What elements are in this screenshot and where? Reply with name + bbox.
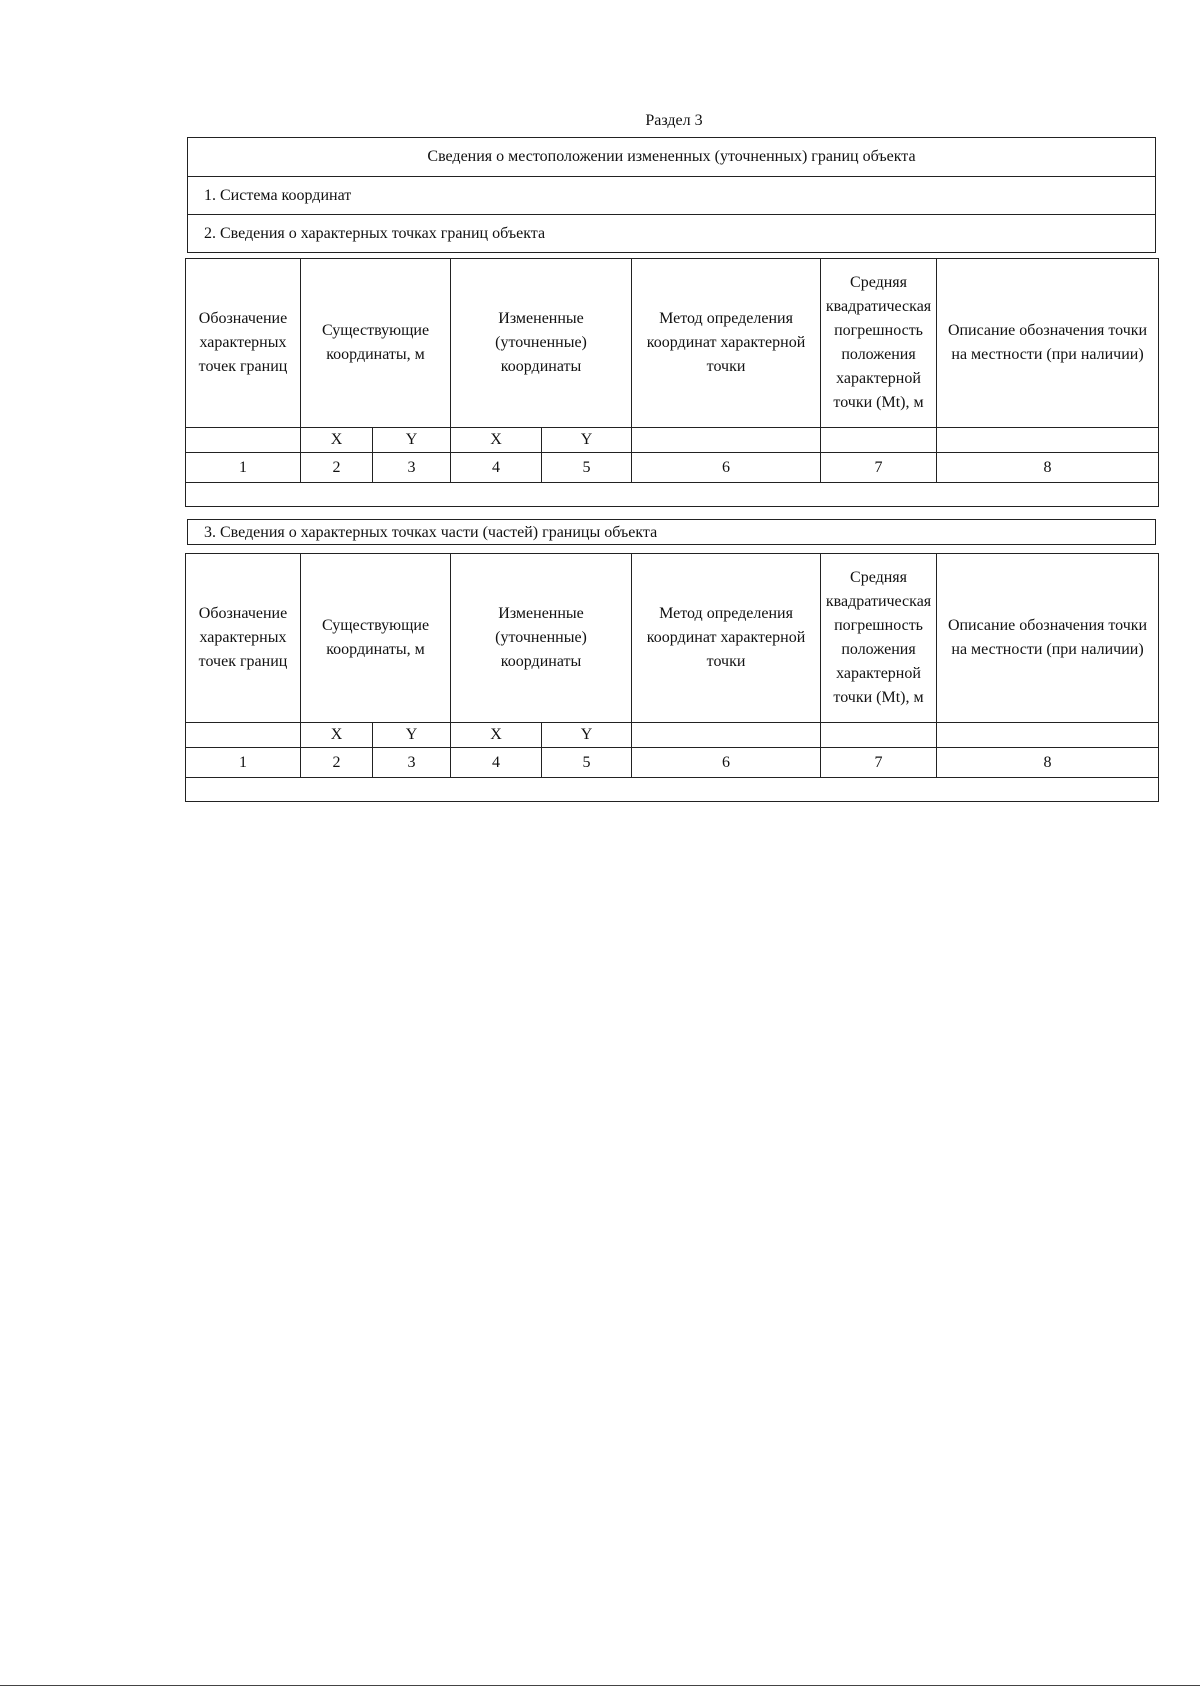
column-number: 4 <box>451 453 542 483</box>
column-number: 5 <box>542 453 632 483</box>
column-number: 6 <box>632 748 821 778</box>
column-header-changed-coordinates: Измененные (уточненные) координаты <box>451 259 632 428</box>
table-cell <box>937 723 1159 748</box>
subheader-x: X <box>451 428 542 453</box>
table-cell <box>632 723 821 748</box>
subheader-x: X <box>301 428 373 453</box>
table-subheader-row <box>186 723 1159 748</box>
column-header-point-designation: Обозначение характерных точек границ <box>186 554 301 723</box>
page-bottom-rule <box>0 1685 1200 1686</box>
column-header-point-description: Описание обозначения точки на местности (при наличии) <box>937 554 1159 723</box>
column-number: 2 <box>301 748 373 778</box>
column-number: 5 <box>542 748 632 778</box>
column-number: 8 <box>937 748 1159 778</box>
empty-cell <box>186 483 1159 507</box>
column-number: 7 <box>821 453 937 483</box>
table-cell <box>186 723 301 748</box>
subheader-y: Y <box>373 428 451 453</box>
column-number-row <box>186 453 1159 483</box>
column-number: 8 <box>937 453 1159 483</box>
column-header-method: Метод определения координат характерной точки <box>632 259 821 428</box>
coordinate-system-row: 1. Система координат <box>188 176 1155 214</box>
subheader-x: X <box>451 723 542 748</box>
column-header-mean-square-error: Средняя квадратическая погрешность положения характерной точки (Mt), м <box>821 259 937 428</box>
column-header-mean-square-error: Средняя квадратическая погрешность положения характерной точки (Mt), м <box>821 554 937 723</box>
column-number: 4 <box>451 748 542 778</box>
column-header-changed-coordinates: Измененные (уточненные) координаты <box>451 554 632 723</box>
table-header-row <box>186 259 1159 428</box>
column-header-existing-coordinates: Существующие координаты, м <box>301 554 451 723</box>
boundary-points-row: 2. Сведения о характерных точках границ объекта <box>188 214 1155 252</box>
column-header-point-designation: Обозначение характерных точек границ <box>186 259 301 428</box>
boundary-info-title: Сведения о местоположении измененных (уточненных) границ объекта <box>427 148 916 165</box>
subheader-y: Y <box>373 723 451 748</box>
subheader-y: Y <box>542 428 632 453</box>
empty-data-row <box>186 483 1159 507</box>
part-boundary-points-table <box>185 553 1159 802</box>
boundary-points-table <box>185 258 1159 507</box>
table-subheader-row <box>186 428 1159 453</box>
table-cell <box>632 428 821 453</box>
table-header-row <box>186 554 1159 723</box>
subheader-x: X <box>301 723 373 748</box>
column-number: 2 <box>301 453 373 483</box>
column-number-row <box>186 748 1159 778</box>
section3-title: 3. Сведения о характерных точках части (частей) границы объекта <box>187 519 1156 545</box>
column-number: 3 <box>373 748 451 778</box>
column-number: 1 <box>186 453 301 483</box>
empty-cell <box>186 778 1159 802</box>
column-header-existing-coordinates: Существующие координаты, м <box>301 259 451 428</box>
column-number: 6 <box>632 453 821 483</box>
table-cell <box>937 428 1159 453</box>
column-header-point-description: Описание обозначения точки на местности (при наличии) <box>937 259 1159 428</box>
column-header-method: Метод определения координат характерной точки <box>632 554 821 723</box>
table-cell <box>821 428 937 453</box>
section-title: Раздел 3 <box>645 112 703 129</box>
object-boundary-info-block <box>187 137 1156 253</box>
column-number: 1 <box>186 748 301 778</box>
subheader-y: Y <box>542 723 632 748</box>
empty-data-row <box>186 778 1159 802</box>
column-number: 3 <box>373 453 451 483</box>
table-cell <box>186 428 301 453</box>
column-number: 7 <box>821 748 937 778</box>
table-cell <box>821 723 937 748</box>
